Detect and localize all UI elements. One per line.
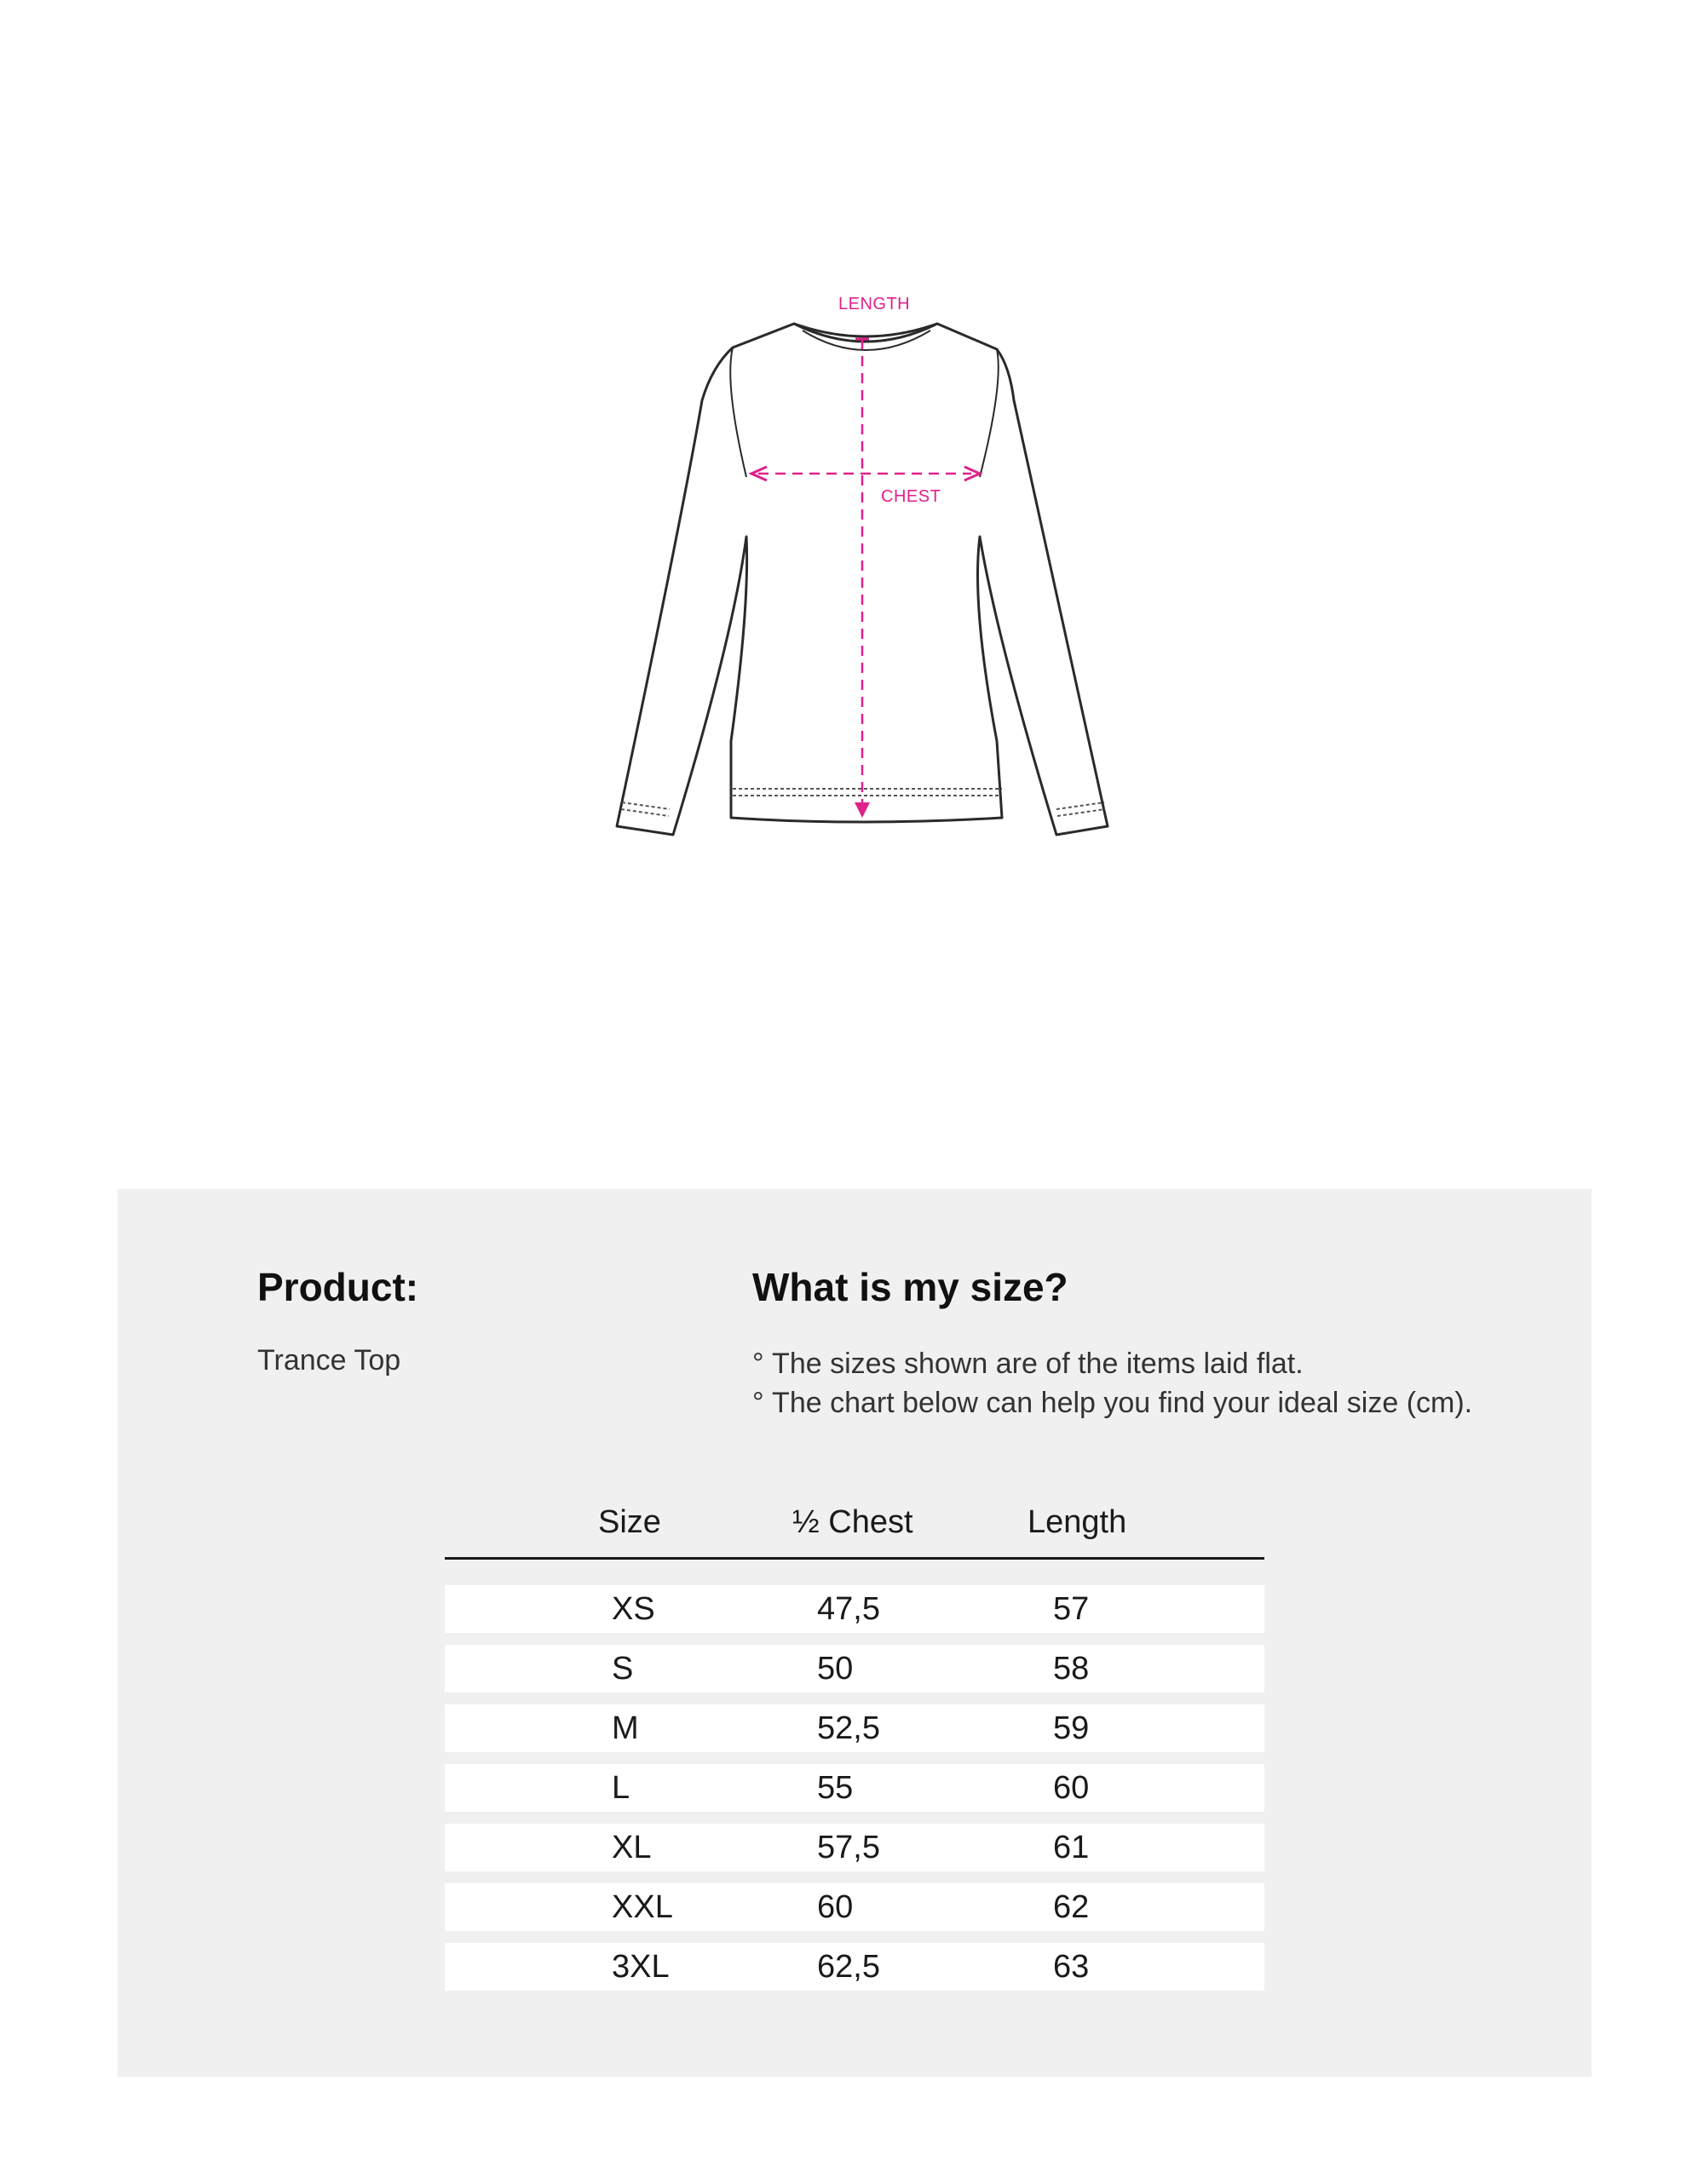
cell-length: 62 [1053,1889,1090,1925]
right-cuff-stitch [1057,809,1105,816]
left-armhole-seam [730,348,746,477]
right-armhole-seam [980,349,999,477]
cell-size: XL [612,1830,652,1865]
table-row [445,1764,1264,1812]
table-row [445,1585,1264,1633]
cell-length: 58 [1053,1651,1090,1687]
size-note: ° The sizes shown are of the items laid flat. [752,1344,1472,1383]
cell-half-chest: 50 [817,1651,854,1687]
cell-half-chest: 60 [817,1889,854,1925]
cell-size: S [612,1651,634,1687]
size-notes [752,1344,1472,1422]
chest-label: CHEST [881,487,941,506]
cell-length: 61 [1053,1830,1090,1865]
length-arrowhead-icon [855,802,870,818]
cell-half-chest: 52,5 [817,1710,880,1746]
cell-length: 60 [1053,1770,1090,1806]
size-note: ° The chart below can help you find your ideal size (cm). [752,1383,1472,1422]
header-length: Length [1028,1504,1127,1540]
size-info-panel [118,1189,1592,2077]
cell-half-chest: 62,5 [817,1949,880,1985]
header-half-chest: ½ Chest [792,1504,913,1540]
header-size: Size [598,1504,661,1540]
cell-length: 63 [1053,1949,1090,1985]
table-row [445,1824,1264,1871]
product-heading: Product: [257,1265,419,1309]
table-header [445,1504,1264,1560]
size-help-heading: What is my size? [752,1265,1068,1309]
garment-diagram [596,281,1142,894]
right-cuff-stitch [1056,802,1104,809]
cell-size: XXL [612,1889,673,1925]
table-row [445,1883,1264,1931]
cell-size: XS [612,1591,655,1627]
cell-size: 3XL [612,1949,670,1985]
table-row [445,1704,1264,1752]
cell-half-chest: 55 [817,1770,854,1806]
cell-length: 57 [1053,1591,1090,1627]
long-sleeve-top-illustration [596,281,1142,894]
cell-size: L [612,1770,630,1806]
product-name: Trance Top [257,1344,401,1376]
length-label: LENGTH [838,295,911,313]
table-body [445,1585,1264,1991]
table-row [445,1645,1264,1693]
size-table [445,1504,1264,2003]
cell-half-chest: 57,5 [817,1830,880,1865]
left-cuff-stitch [622,802,670,809]
table-row [445,1943,1264,1991]
cell-size: M [612,1710,639,1746]
cell-length: 59 [1053,1710,1090,1746]
cell-half-chest: 47,5 [817,1591,880,1627]
left-cuff-stitch [621,809,669,816]
